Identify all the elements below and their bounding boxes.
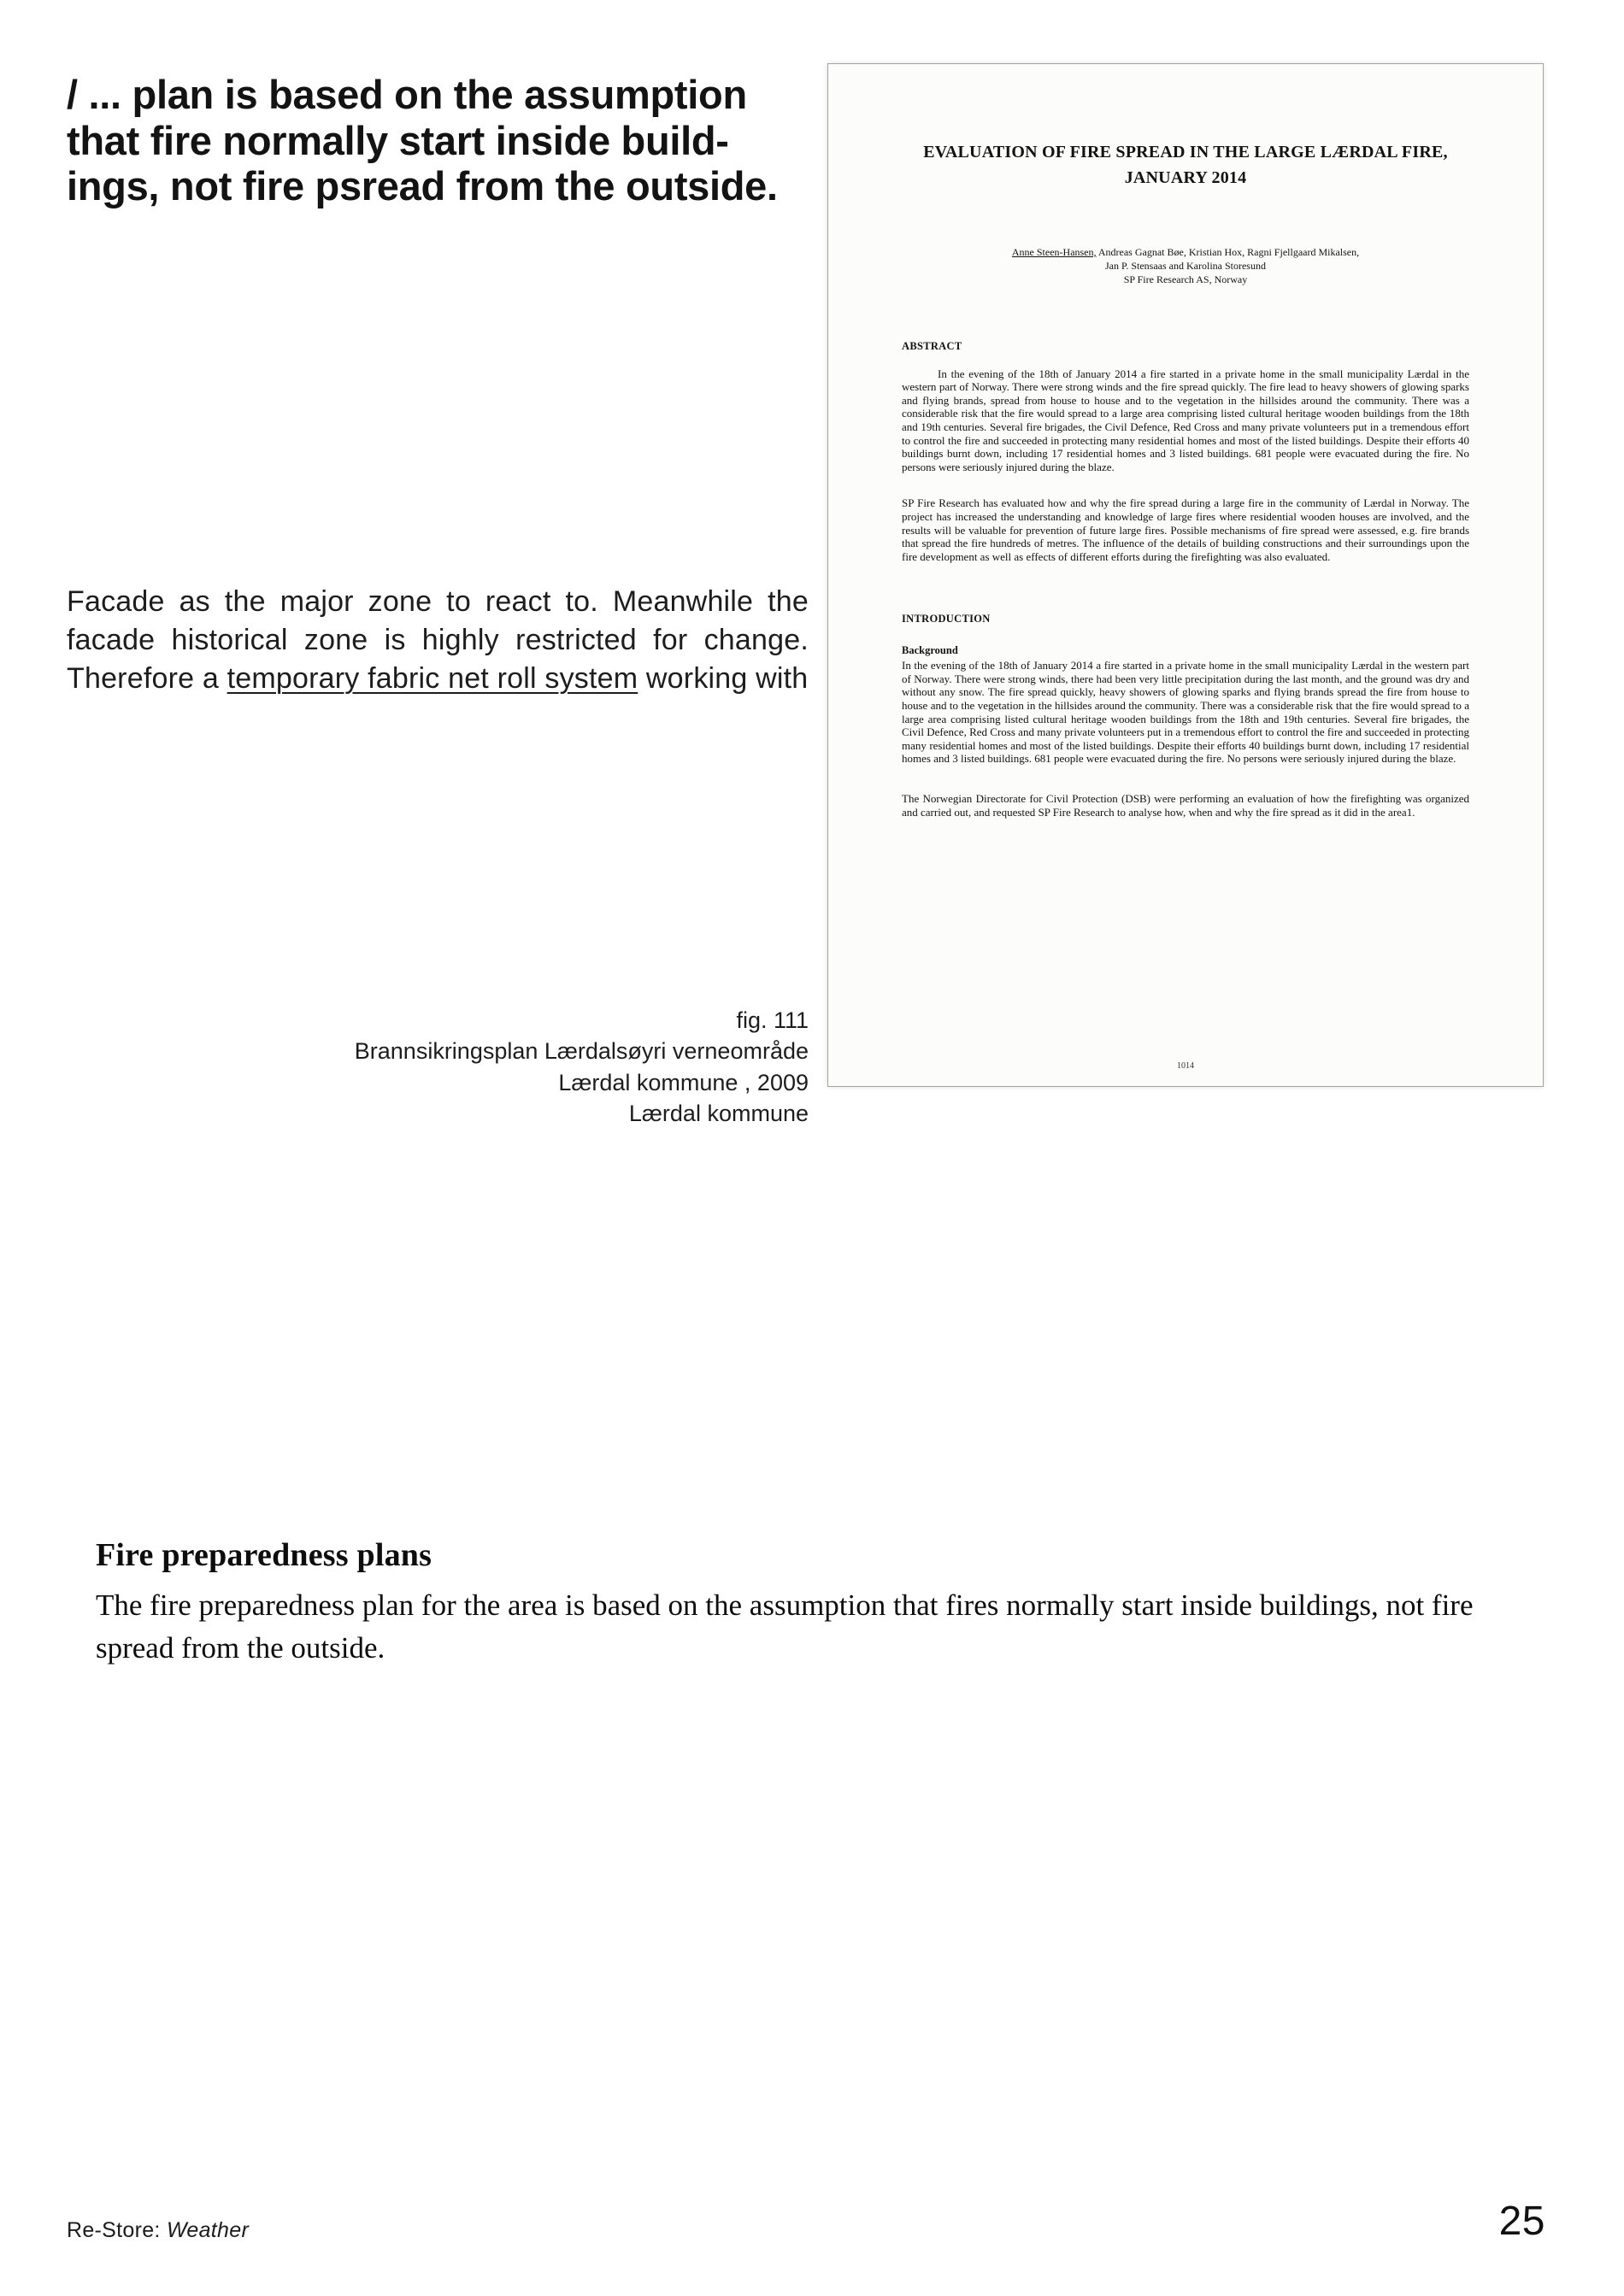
paper-author-lead: Anne Steen-Hansen, — [1011, 246, 1097, 258]
abstract-paragraph-1: In the evening of the 18th of January 2014 a fire started in a private home in the small municipality Lærdal in the western part of Norway. There were strong winds and the fire spread quickly. The fire lead to heavy showers of glowing sparks and flying brands, spread from house to house and to the vegetation in the hillsides around the community. There was a considerable risk that the fire would spread to a large area comprising listed cultural heritage wooden buildings from the 18th and 19th centuries. Several fire brigades, the Civil Defence, Red Cross and many private volunteers put in a tremendous effort to control the fire and succeeded in protecting many residential homes and most of the listed buildings. Despite their efforts 40 buildings burnt down, including 17 residential homes and 3 listed buildings. 681 people were evacuated during the fire. No persons were seriously injured during the blaze. — [902, 367, 1469, 473]
paper-authors-line-1 — [902, 245, 1469, 259]
background-paragraph: In the evening of the 18th of January 2014 a fire started in a private home in the small municipality Lærdal in the western part of Norway. There were strong winds, there had been very little precipitation during the last month, and the ground was dry and without any snow. The fire spread quickly, heavy showers of glowing sparks and flying brands spread the fire from house to house and to the vegetation in the hillsides around the community. There was a considerable risk that the fire would spread to a large area comprising listed cultural heritage wooden buildings from the 18th and 19th centuries. Several fire brigades, the Civil Defence, Red Cross and many private volunteers put in a tremendous effort to control the fire and succeeded in protecting many residential homes and most of the listed buildings. Despite their efforts 40 buildings burnt down, including 17 residential homes and 3 listed buildings. 681 people were evacuated during the fire. No persons were seriously injured during the blaze. — [902, 659, 1469, 766]
section-heading: Fire preparedness plans — [96, 1537, 432, 1573]
abstract-paragraph-2: SP Fire Research has evaluated how and why the fire spread during a large fire in the community of Lærdal in Norway. The project has increased the understanding and knowledge of large fires where residential wooden houses are involved, and the results will be valuable for prevention of future large fires. Possible mechanisms of fire spread were assessed, e.g. fire brands that spread the fire hundreds of metres. The influence of the details of building constructions and their surroundings upon the fire development as well as effects of different efforts during the firefighting was also evaluated. — [902, 496, 1469, 563]
paper-authors-line-2: Jan P. Stensaas and Karolina Storesund — [1105, 260, 1266, 273]
headline-line-3: ings, not fire psread from the outside. — [67, 163, 778, 209]
paper-affiliation: SP Fire Research AS, Norway — [1123, 273, 1248, 286]
footer-label — [67, 2218, 249, 2243]
footer-project-name: Weather — [166, 2218, 250, 2242]
paper-title: EVALUATION OF FIRE SPREAD IN THE LARGE LÆRDAL FIRE, JANUARY 2014 — [923, 143, 1448, 187]
page-headline — [67, 72, 827, 209]
paper-authors — [902, 245, 1469, 287]
figure-caption-line-1: fig. 111 — [736, 1007, 809, 1033]
paper-scan — [827, 63, 1544, 1087]
section-body: The fire preparedness plan for the area is based on the assumption that fires normally start inside buildings, not fire spread from the outside. — [96, 1588, 1474, 1665]
facade-text-before: Facade as the major zone to react to. Meanwhile the facade historical zone is highly restricted for change. Therefore a — [67, 585, 809, 695]
background-heading: Background — [902, 644, 958, 657]
abstract-heading: ABSTRACT — [902, 339, 962, 352]
facade-paragraph — [67, 583, 809, 698]
figure-caption-line-2: Brannsikringsplan Lærdalsøyri verneområde — [354, 1038, 809, 1065]
dsb-paragraph: The Norwegian Directorate for Civil Protection (DSB) were performing an evaluation of how the firefighting was organized and carried out, and requested SP Fire Research to analyse how, when and why the fire spread as it did in the area1. — [902, 792, 1469, 819]
headline-line-1: / ... plan is based on the assumption — [67, 72, 747, 117]
paper-page-number: 1014 — [1177, 1061, 1194, 1071]
headline-line-2: that fire normally start inside build- — [67, 117, 729, 163]
footer-prefix: Re-Store: — [67, 2218, 167, 2242]
paper-content — [828, 64, 1543, 819]
page-number: 25 — [1498, 2199, 1545, 2244]
figure-caption — [67, 1005, 809, 1130]
introduction-heading: INTRODUCTION — [902, 613, 991, 625]
figure-caption-line-4: Lærdal kommune — [628, 1101, 809, 1127]
facade-text-after: working with — [638, 661, 809, 695]
paper-authors-line-1-rest: Andreas Gagnat Bøe, Kristian Hox, Ragni Fjellgaard Mikalsen, — [1096, 246, 1360, 258]
facade-text-underlined: temporary fabric net roll system — [227, 661, 638, 695]
fire-preparedness-section — [96, 1536, 1549, 1669]
figure-caption-line-3: Lærdal kommune , 2009 — [558, 1069, 809, 1095]
